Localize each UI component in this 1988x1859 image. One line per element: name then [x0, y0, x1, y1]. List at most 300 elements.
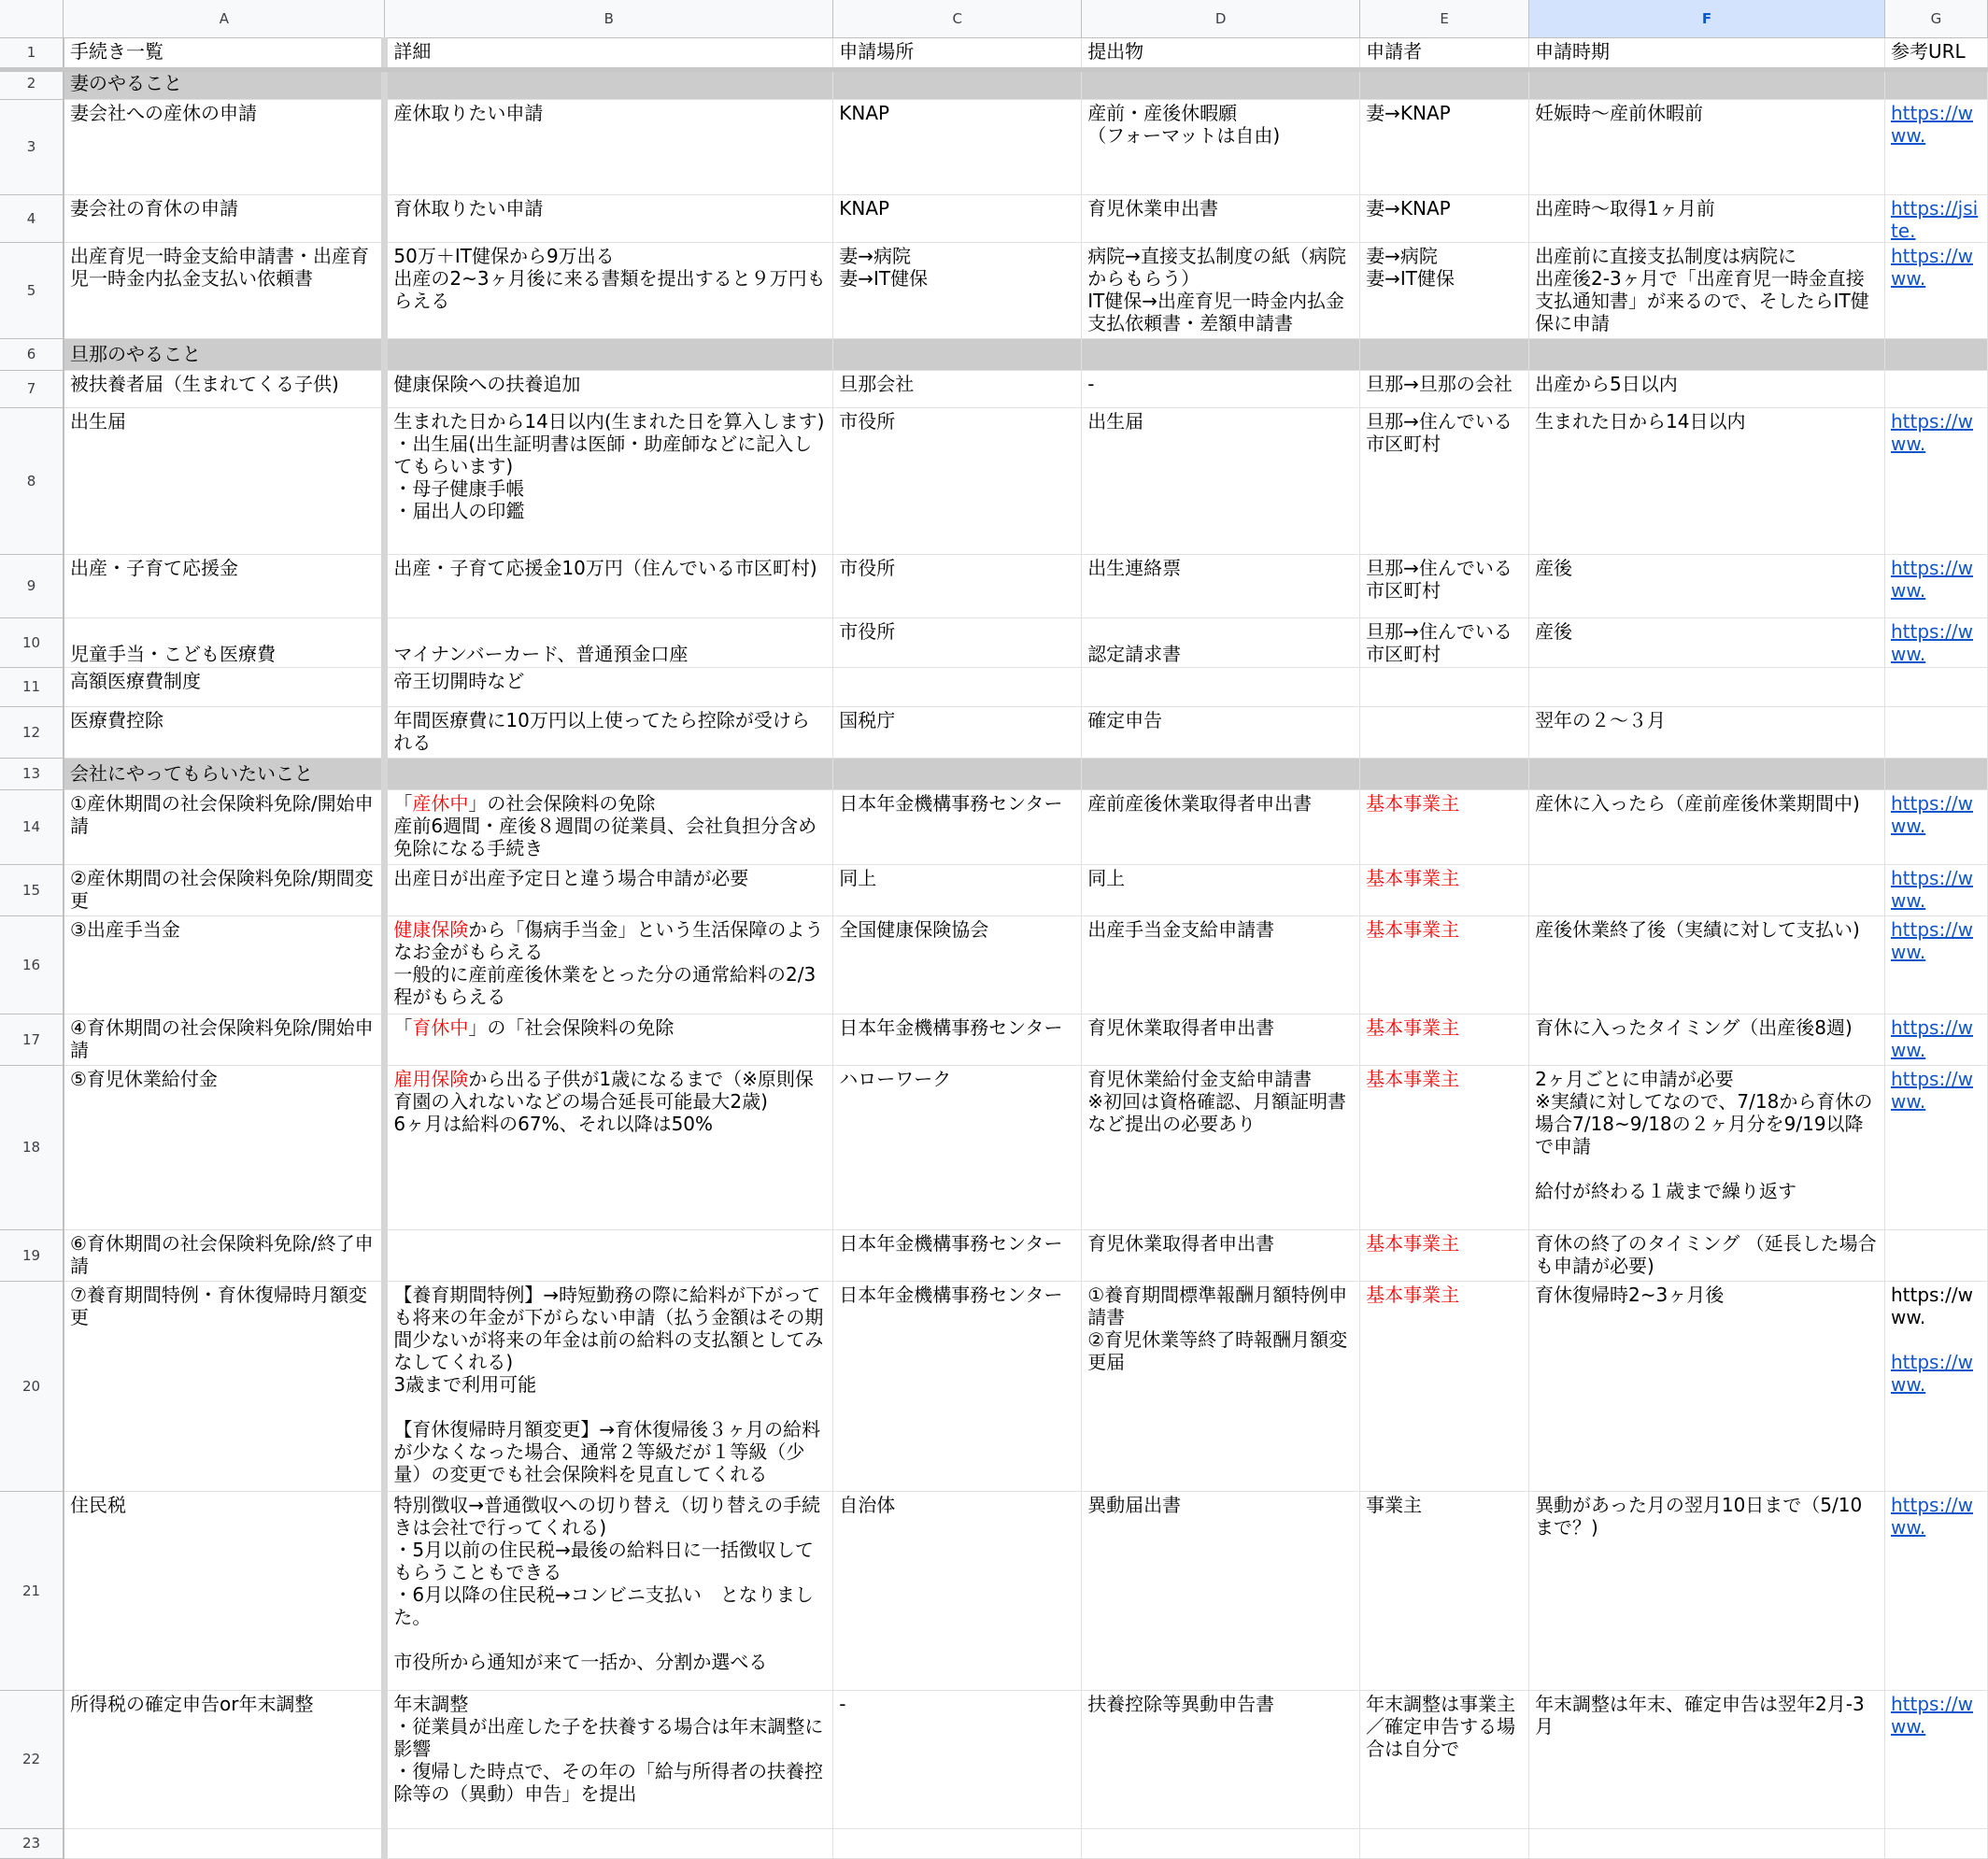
- cell-text: 出産・子育て応援金10万円（住んでいる市区町村): [393, 556, 817, 579]
- cell-text: 「: [393, 791, 413, 815]
- cell-text: ④育休期間の社会保険料免除/開始申請: [69, 1015, 374, 1061]
- cell-text: 育児休業取得者申出書: [1087, 1231, 1275, 1255]
- cell-text: KNAP: [839, 196, 890, 220]
- cell-text: 基本事業主: [1366, 1067, 1460, 1090]
- row-header[interactable]: 8: [0, 407, 64, 554]
- column-header-a[interactable]: A: [64, 0, 385, 37]
- cell-c4[interactable]: [833, 194, 1082, 242]
- cell-text: 産休に入ったら（産前産後休業期間中): [1535, 791, 1860, 815]
- cell-d4[interactable]: [1082, 194, 1360, 242]
- cell-f6[interactable]: [1529, 338, 1885, 370]
- cell-b18[interactable]: [385, 1065, 833, 1229]
- cell-d2[interactable]: [1082, 67, 1360, 99]
- cell-a2[interactable]: [64, 67, 385, 99]
- cell-d11[interactable]: [1082, 667, 1360, 706]
- table-row: [0, 370, 1988, 407]
- cell-c8[interactable]: [833, 407, 1082, 554]
- row-header[interactable]: 17: [0, 1014, 64, 1065]
- cell-text: 認定請求書: [1087, 642, 1182, 665]
- cell-link[interactable]: https://www.: [1890, 619, 1974, 665]
- cell-link[interactable]: https://www.: [1890, 244, 1974, 290]
- cell-b17[interactable]: [385, 1014, 833, 1065]
- cell-f19[interactable]: [1529, 1229, 1885, 1281]
- cell-text: 健康保険: [393, 917, 469, 941]
- cell-e18[interactable]: [1360, 1065, 1529, 1229]
- cell-b20[interactable]: [385, 1281, 833, 1491]
- cell-g23[interactable]: [1884, 1828, 1987, 1858]
- row-header[interactable]: 6: [0, 338, 64, 370]
- cell-e13[interactable]: [1360, 758, 1529, 789]
- cell-text: 被扶養者届（生まれてくる子供): [69, 372, 339, 395]
- cell-f16[interactable]: [1529, 915, 1885, 1014]
- cell-d21[interactable]: [1082, 1491, 1360, 1690]
- cell-text: 50万＋IT健保から9万出る 出産の2~3ヶ月後に来る書類を提出すると９万円もらえる: [393, 244, 826, 312]
- cell-e5[interactable]: [1360, 242, 1529, 338]
- cell-text: 基本事業主: [1366, 866, 1460, 889]
- cell-f3[interactable]: [1529, 99, 1885, 194]
- cell-a17[interactable]: [64, 1014, 385, 1065]
- cell-text: ⑥育休期間の社会保険料免除/終了申請: [69, 1231, 374, 1277]
- cell-c9[interactable]: [833, 554, 1082, 617]
- cell-b16[interactable]: [385, 915, 833, 1014]
- row-header[interactable]: 4: [0, 194, 64, 242]
- table-row: [0, 789, 1988, 864]
- cell-b12[interactable]: [385, 706, 833, 758]
- cell-b11[interactable]: [385, 667, 833, 706]
- frozen-row-divider[interactable]: [0, 67, 1988, 72]
- cell-c18[interactable]: [833, 1065, 1082, 1229]
- cell-d19[interactable]: [1082, 1229, 1360, 1281]
- cell-b3[interactable]: [385, 99, 833, 194]
- cell-d20[interactable]: [1082, 1281, 1360, 1491]
- cell-g16[interactable]: [1884, 915, 1987, 1014]
- cell-text: 日本年金機構事務センター: [839, 1015, 1063, 1039]
- cell-f9[interactable]: [1529, 554, 1885, 617]
- cell-c5[interactable]: [833, 242, 1082, 338]
- cell-c10[interactable]: [833, 617, 1082, 667]
- cell-text: https://www.: [1890, 1283, 1974, 1328]
- table-row: [0, 1014, 1988, 1065]
- cell-d22[interactable]: [1082, 1690, 1360, 1828]
- table-row: [0, 915, 1988, 1014]
- cell-text: 旦那→旦那の会社: [1366, 372, 1512, 395]
- cell-e21[interactable]: [1360, 1491, 1529, 1690]
- row-header[interactable]: 2: [0, 67, 64, 99]
- cell-e14[interactable]: [1360, 789, 1529, 864]
- cell-text: 妻→KNAP: [1366, 196, 1451, 220]
- cell-link[interactable]: https://www.: [1890, 409, 1974, 455]
- cell-c2[interactable]: [833, 67, 1082, 99]
- cell-text: 」の「社会保険料の免除: [468, 1015, 674, 1039]
- cell-b14[interactable]: [385, 789, 833, 864]
- cell-g21[interactable]: [1884, 1491, 1987, 1690]
- cell-a6[interactable]: [64, 338, 385, 370]
- table-row: [0, 1690, 1988, 1828]
- cell-e7[interactable]: [1360, 370, 1529, 407]
- column-header-e[interactable]: E: [1360, 0, 1529, 37]
- table-row: [0, 554, 1988, 617]
- cell-c17[interactable]: [833, 1014, 1082, 1065]
- cell-link[interactable]: https://www.: [1890, 866, 1974, 912]
- cell-e9[interactable]: [1360, 554, 1529, 617]
- cell-text: 育児休業申出書: [1087, 196, 1219, 220]
- cell-text: 2ヶ月ごとに申請が必要 ※実績に対してなので、7/18から育休の場合7/18~9/18の２ヶ月分を9/19以降で申請 給付が終わる１歳まで繰り返す: [1535, 1067, 1873, 1202]
- cell-f4[interactable]: [1529, 194, 1885, 242]
- cell-text: 詳細: [393, 39, 432, 63]
- cell-d18[interactable]: [1082, 1065, 1360, 1229]
- cell-text: 事業主: [1366, 1493, 1423, 1516]
- cell-d5[interactable]: [1082, 242, 1360, 338]
- cell-a13[interactable]: [64, 758, 385, 789]
- cell-text: 妻会社の育休の申請: [69, 196, 238, 220]
- row-header[interactable]: 7: [0, 370, 64, 407]
- cell-f12[interactable]: [1529, 706, 1885, 758]
- cell-text: ②産休期間の社会保険料免除/期間変更: [69, 866, 374, 912]
- row-header[interactable]: 23: [0, 1828, 64, 1858]
- cell-text: KNAP: [839, 101, 890, 124]
- cell-text: 基本事業主: [1366, 1015, 1460, 1039]
- cell-text: 産休取りたい申請: [393, 101, 544, 124]
- row-header[interactable]: 18: [0, 1065, 64, 1229]
- cell-g20[interactable]: [1884, 1281, 1987, 1491]
- cell-a12[interactable]: [64, 706, 385, 758]
- cell-g7[interactable]: [1884, 370, 1987, 407]
- row-header[interactable]: 21: [0, 1491, 64, 1690]
- table-row: [0, 37, 1988, 67]
- cell-d10[interactable]: [1082, 617, 1360, 667]
- cell-d17[interactable]: [1082, 1014, 1360, 1065]
- cell-text: 出産時〜取得1ヶ月前: [1535, 196, 1715, 220]
- cell-c3[interactable]: [833, 99, 1082, 194]
- cell-text: 日本年金機構事務センター: [839, 791, 1063, 815]
- cell-text: 妻→病院 妻→IT健保: [839, 244, 929, 290]
- cell-b23[interactable]: [385, 1828, 833, 1858]
- cell-f7[interactable]: [1529, 370, 1885, 407]
- cell-link[interactable]: https://www.: [1890, 1692, 1974, 1738]
- cell-f18[interactable]: [1529, 1065, 1885, 1229]
- cell-c22[interactable]: [833, 1690, 1082, 1828]
- cell-g1[interactable]: [1884, 37, 1987, 67]
- cell-f15[interactable]: [1529, 864, 1885, 915]
- cell-text: 会社にやってもらいたいこと: [69, 762, 313, 785]
- cell-g11[interactable]: [1884, 667, 1987, 706]
- cell-g14[interactable]: [1884, 789, 1987, 864]
- select-all-corner[interactable]: [0, 0, 64, 37]
- cell-e12[interactable]: [1360, 706, 1529, 758]
- cell-c19[interactable]: [833, 1229, 1082, 1281]
- cell-text: 産休中: [412, 791, 469, 815]
- cell-text: 出産日が出産予定日と違う場合申請が必要: [393, 866, 749, 889]
- cell-c6[interactable]: [833, 338, 1082, 370]
- row-header[interactable]: 20: [0, 1281, 64, 1491]
- cell-text: 申請場所: [839, 39, 915, 63]
- table-row: [0, 1828, 1988, 1858]
- cell-b1[interactable]: [385, 37, 833, 67]
- cell-a5[interactable]: [64, 242, 385, 338]
- cell-b15[interactable]: [385, 864, 833, 915]
- cell-text: 医療費控除: [69, 708, 163, 731]
- cell-text: 市役所: [839, 619, 896, 643]
- cell-b19[interactable]: [385, 1229, 833, 1281]
- cell-e19[interactable]: [1360, 1229, 1529, 1281]
- cell-e2[interactable]: [1360, 67, 1529, 99]
- cell-f17[interactable]: [1529, 1014, 1885, 1065]
- cell-text: 全国健康保険協会: [839, 917, 989, 941]
- cell-d16[interactable]: [1082, 915, 1360, 1014]
- cell-e11[interactable]: [1360, 667, 1529, 706]
- cell-b13[interactable]: [385, 758, 833, 789]
- cell-text: 妻のやること: [69, 72, 182, 94]
- cell-text: -: [1087, 372, 1095, 395]
- cell-d15[interactable]: [1082, 864, 1360, 915]
- cell-text: から出る子供が1歳になるまで（※原則保育園の入れないなどの場合延長可能最大2歳) 6ヶ月は給料の67%、それ以降は50%: [393, 1067, 814, 1135]
- cell-a15[interactable]: [64, 864, 385, 915]
- cell-text: 年間医療費に10万円以上使ってたら控除が受けられる: [393, 708, 810, 754]
- cell-link[interactable]: https://jsite.: [1890, 196, 1979, 242]
- cell-e8[interactable]: [1360, 407, 1529, 554]
- cell-e20[interactable]: [1360, 1281, 1529, 1491]
- cell-g15[interactable]: [1884, 864, 1987, 915]
- cell-text: 出産手当金支給申請書: [1087, 917, 1275, 941]
- cell-a10[interactable]: [64, 617, 385, 667]
- column-header-g[interactable]: G: [1884, 0, 1987, 37]
- cell-b9[interactable]: [385, 554, 833, 617]
- cell-text: ハローワーク: [839, 1067, 952, 1090]
- cell-c13[interactable]: [833, 758, 1082, 789]
- column-header-f[interactable]: F: [1529, 0, 1885, 37]
- cell-c14[interactable]: [833, 789, 1082, 864]
- cell-text: 旦那→住んでいる市区町村: [1366, 619, 1512, 665]
- cell-b22[interactable]: [385, 1690, 833, 1828]
- cell-a16[interactable]: [64, 915, 385, 1014]
- cell-link[interactable]: https://www.: [1890, 791, 1974, 837]
- row-header[interactable]: 22: [0, 1690, 64, 1828]
- cell-text: 生まれた日から14日以内(生まれた日を算入します) ・出生届(出生証明書は医師・助産師などに記入してもらいます) ・母子健康手帳 ・届出人の印鑑: [393, 409, 825, 522]
- cell-text: 出産・子育て応援金: [69, 556, 238, 579]
- row-header[interactable]: 9: [0, 554, 64, 617]
- cell-text: マイナンバーカード、普通預金口座: [393, 642, 689, 665]
- cell-c15[interactable]: [833, 864, 1082, 915]
- cell-text: 旦那→住んでいる市区町村: [1366, 556, 1512, 602]
- cell-link[interactable]: https://www.: [1890, 101, 1974, 147]
- cell-a7[interactable]: [64, 370, 385, 407]
- cell-f8[interactable]: [1529, 407, 1885, 554]
- cell-text: 妻会社への産休の申請: [69, 101, 257, 124]
- cell-b4[interactable]: [385, 194, 833, 242]
- section-row: [0, 67, 1988, 99]
- cell-b7[interactable]: [385, 370, 833, 407]
- row-header[interactable]: 3: [0, 99, 64, 194]
- row-header[interactable]: 14: [0, 789, 64, 864]
- cell-g18[interactable]: [1884, 1065, 1987, 1229]
- cell-a9[interactable]: [64, 554, 385, 617]
- cell-b5[interactable]: [385, 242, 833, 338]
- cell-f10[interactable]: [1529, 617, 1885, 667]
- cell-f2[interactable]: [1529, 67, 1885, 99]
- cell-b2[interactable]: [385, 67, 833, 99]
- cell-a23[interactable]: [64, 1828, 385, 1858]
- cell-a18[interactable]: [64, 1065, 385, 1229]
- cell-a21[interactable]: [64, 1491, 385, 1690]
- cell-c7[interactable]: [833, 370, 1082, 407]
- cell-text: 「: [393, 1015, 413, 1039]
- cell-link[interactable]: https://www.: [1890, 1350, 1974, 1396]
- cell-link[interactable]: https://www.: [1890, 1015, 1974, 1061]
- cell-text: 産前・産後休暇願 （フォーマットは自由): [1087, 101, 1281, 147]
- row-header[interactable]: 19: [0, 1229, 64, 1281]
- cell-text: ③出産手当金: [69, 917, 180, 941]
- cell-c21[interactable]: [833, 1491, 1082, 1690]
- row-header[interactable]: 11: [0, 667, 64, 706]
- column-header-c[interactable]: C: [833, 0, 1082, 37]
- cell-link[interactable]: https://www.: [1890, 1067, 1974, 1113]
- cell-e4[interactable]: [1360, 194, 1529, 242]
- cell-e22[interactable]: [1360, 1690, 1529, 1828]
- cell-b8[interactable]: [385, 407, 833, 554]
- row-header[interactable]: 13: [0, 758, 64, 789]
- cell-f21[interactable]: [1529, 1491, 1885, 1690]
- cell-e16[interactable]: [1360, 915, 1529, 1014]
- cell-a20[interactable]: [64, 1281, 385, 1491]
- cell-f5[interactable]: [1529, 242, 1885, 338]
- cell-b6[interactable]: [385, 338, 833, 370]
- cell-a11[interactable]: [64, 667, 385, 706]
- cell-link[interactable]: https://www.: [1890, 1493, 1974, 1539]
- cell-e17[interactable]: [1360, 1014, 1529, 1065]
- cell-text: 年末調整 ・従業員が出産した子を扶養する場合は年末調整に影響 ・復帰した時点で、その年の「給与所得者の扶養控除等の（異動）申告」を提出: [393, 1692, 824, 1805]
- cell-g8[interactable]: [1884, 407, 1987, 554]
- cell-c1[interactable]: [833, 37, 1082, 67]
- cell-text: 出生連絡票: [1087, 556, 1182, 579]
- column-header-b[interactable]: B: [385, 0, 833, 37]
- cell-text: 健康保険への扶養追加: [393, 372, 581, 395]
- cell-e6[interactable]: [1360, 338, 1529, 370]
- cell-d12[interactable]: [1082, 706, 1360, 758]
- cell-text: ⑤育児休業給付金: [69, 1067, 218, 1090]
- cell-link[interactable]: https://www.: [1890, 556, 1974, 602]
- cell-d23[interactable]: [1082, 1828, 1360, 1858]
- cell-text: 手続き一覧: [69, 39, 163, 63]
- cell-text: 翌年の２〜３月: [1535, 708, 1667, 731]
- cell-text: 年末調整は事業主／確定申告する場合は自分で: [1366, 1692, 1516, 1760]
- row-header[interactable]: 5: [0, 242, 64, 338]
- cell-a19[interactable]: [64, 1229, 385, 1281]
- cell-text: 」の社会保険料の免除 産前6週間・産後８週間の従業員、会社負担分含め免除になる手続き: [393, 791, 817, 859]
- cell-e1[interactable]: [1360, 37, 1529, 67]
- cell-d6[interactable]: [1082, 338, 1360, 370]
- cell-text: 出生届: [69, 409, 126, 433]
- cell-g12[interactable]: [1884, 706, 1987, 758]
- cell-text: 同上: [839, 866, 877, 889]
- cell-a22[interactable]: [64, 1690, 385, 1828]
- cell-g9[interactable]: [1884, 554, 1987, 617]
- cell-e10[interactable]: [1360, 617, 1529, 667]
- cell-e3[interactable]: [1360, 99, 1529, 194]
- cell-a1[interactable]: [64, 37, 385, 67]
- cell-g13[interactable]: [1884, 758, 1987, 789]
- cell-text: 病院→直接支払制度の紙（病院からもらう） IT健保→出産育児一時金内払金支払依頼書・差額申請書: [1087, 244, 1346, 334]
- cell-text: -: [839, 1692, 846, 1715]
- cell-d8[interactable]: [1082, 407, 1360, 554]
- cell-f22[interactable]: [1529, 1690, 1885, 1828]
- table-row: [0, 194, 1988, 242]
- cell-g22[interactable]: [1884, 1690, 1987, 1828]
- cell-d14[interactable]: [1082, 789, 1360, 864]
- cell-g17[interactable]: [1884, 1014, 1987, 1065]
- cell-text: ⑦養育期間特例・育休復帰時月額変更: [69, 1283, 367, 1328]
- cell-text: 基本事業主: [1366, 1283, 1460, 1306]
- cell-text: 扶養控除等異動申告書: [1087, 1692, 1275, 1715]
- cell-g3[interactable]: [1884, 99, 1987, 194]
- cell-f13[interactable]: [1529, 758, 1885, 789]
- cell-f1[interactable]: [1529, 37, 1885, 67]
- cell-text: 育休取りたい申請: [393, 196, 544, 220]
- sheet-body: [0, 37, 1988, 1858]
- cell-g4[interactable]: [1884, 194, 1987, 242]
- row-header[interactable]: 1: [0, 37, 64, 67]
- cell-g10[interactable]: [1884, 617, 1987, 667]
- table-row: [0, 242, 1988, 338]
- cell-d1[interactable]: [1082, 37, 1360, 67]
- cell-text: 妊娠時〜産前休暇前: [1535, 101, 1704, 124]
- table-row: [0, 1229, 1988, 1281]
- cell-d9[interactable]: [1082, 554, 1360, 617]
- cell-c11[interactable]: [833, 667, 1082, 706]
- cell-f20[interactable]: [1529, 1281, 1885, 1491]
- cell-d3[interactable]: [1082, 99, 1360, 194]
- row-header[interactable]: 12: [0, 706, 64, 758]
- cell-text: 基本事業主: [1366, 1231, 1460, 1255]
- cell-c20[interactable]: [833, 1281, 1082, 1491]
- cell-e23[interactable]: [1360, 1828, 1529, 1858]
- cell-f14[interactable]: [1529, 789, 1885, 864]
- cell-a3[interactable]: [64, 99, 385, 194]
- table-row: [0, 99, 1988, 194]
- cell-c12[interactable]: [833, 706, 1082, 758]
- cell-c23[interactable]: [833, 1828, 1082, 1858]
- row-header[interactable]: 15: [0, 864, 64, 915]
- cell-g5[interactable]: [1884, 242, 1987, 338]
- cell-text: 自治体: [839, 1493, 896, 1516]
- cell-a4[interactable]: [64, 194, 385, 242]
- cell-text: 特別徴収→普通徴収への切り替え（切り替えの手続きは会社で行ってくれる) ・5月以前の住民税→最後の給料日に一括徴収してもらうこともできる ・6月以降の住民税→コンビニ支払い となりました。 市役所から通知が来て一括か、分割か選べる: [393, 1493, 821, 1673]
- row-header[interactable]: 10: [0, 617, 64, 667]
- cell-e15[interactable]: [1360, 864, 1529, 915]
- cell-text: 育休に入ったタイミング（出産後8週): [1535, 1015, 1853, 1039]
- cell-f11[interactable]: [1529, 667, 1885, 706]
- cell-b21[interactable]: [385, 1491, 833, 1690]
- cell-text: 雇用保険: [393, 1067, 469, 1090]
- cell-link[interactable]: https://www.: [1890, 917, 1974, 963]
- cell-g19[interactable]: [1884, 1229, 1987, 1281]
- cell-c16[interactable]: [833, 915, 1082, 1014]
- cell-f23[interactable]: [1529, 1828, 1885, 1858]
- cell-d13[interactable]: [1082, 758, 1360, 789]
- cell-d7[interactable]: [1082, 370, 1360, 407]
- cell-a8[interactable]: [64, 407, 385, 554]
- table-row: [0, 617, 1988, 667]
- cell-text: 申請者: [1366, 39, 1423, 63]
- column-header-d[interactable]: D: [1082, 0, 1360, 37]
- cell-a14[interactable]: [64, 789, 385, 864]
- cell-g6[interactable]: [1884, 338, 1987, 370]
- cell-text: 国税庁: [839, 708, 896, 731]
- cell-b10[interactable]: [385, 617, 833, 667]
- section-row: [0, 758, 1988, 789]
- cell-g2[interactable]: [1884, 67, 1987, 99]
- cell-text: 日本年金機構事務センター: [839, 1283, 1063, 1306]
- row-header[interactable]: 16: [0, 915, 64, 1014]
